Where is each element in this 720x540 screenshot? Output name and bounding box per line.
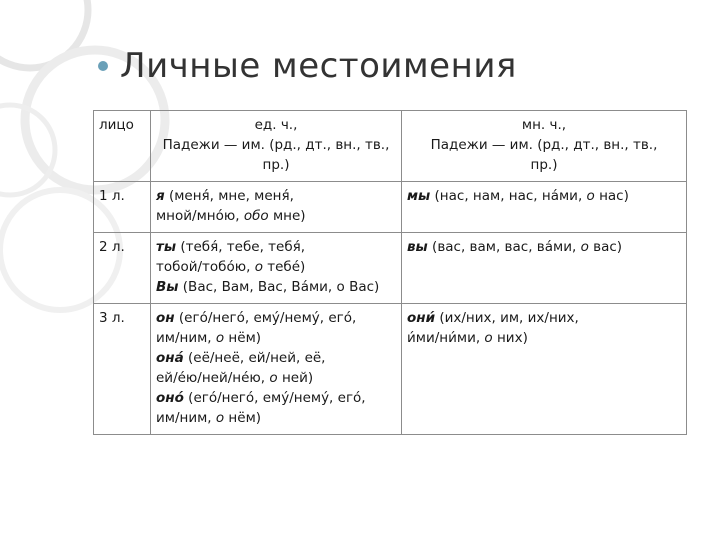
- pronoun-forms: о: [580, 239, 589, 255]
- table-row: [94, 304, 687, 435]
- pronoun-forms: (вас, вам, вас, ва́ми,: [427, 239, 581, 255]
- pronoun-forms: нём): [224, 330, 262, 346]
- pronoun-forms: и́ми/ни́ми,: [407, 330, 485, 346]
- pronouns-table: [93, 110, 687, 435]
- pronoun-forms: нём): [224, 410, 262, 426]
- plural-line: [407, 237, 681, 257]
- pronoun-forms: (тебя́, тебе, тебя́,: [176, 239, 306, 255]
- singular-line: [156, 388, 396, 408]
- pronoun-forms: им/ним,: [156, 410, 216, 426]
- header-person: лицо: [94, 111, 151, 182]
- header-singular: [151, 111, 402, 182]
- pronoun-forms: (меня́, мне, меня́,: [164, 188, 294, 204]
- plural-cell: [402, 233, 687, 304]
- plural-line: [407, 186, 681, 206]
- pronoun-forms: о: [586, 188, 595, 204]
- pronoun-forms: о: [215, 330, 225, 346]
- singular-line: [156, 368, 396, 388]
- header-singular-line: ед. ч.,: [254, 117, 298, 133]
- pronoun-forms: тебе́): [262, 259, 306, 275]
- pronoun-forms: о: [215, 410, 225, 426]
- header-plural: [402, 111, 687, 182]
- pronoun-forms: (Вас, Вам, Вас, Ва́ми, о Вас): [178, 279, 380, 295]
- person-cell: 1 л.: [94, 182, 151, 233]
- plural-cell: [402, 182, 687, 233]
- header-plural-line: пр.): [530, 157, 558, 173]
- plural-line: [407, 308, 681, 328]
- table-row: [94, 233, 687, 304]
- pronoun-forms: (её/неё, ей/ней, её,: [183, 350, 326, 366]
- pronoun-forms: (его́/него́, ему́/нему́, его́,: [174, 310, 357, 326]
- pronoun-word: ты: [156, 239, 177, 255]
- pronoun-word: оно́: [156, 390, 184, 406]
- singular-line: [156, 206, 396, 226]
- plural-line: [407, 328, 681, 348]
- singular-cell: [151, 182, 402, 233]
- pronoun-forms: (его́/него́, ему́/нему́, его́,: [183, 390, 366, 406]
- singular-line: [156, 308, 396, 328]
- header-plural-line: мн. ч.,: [521, 117, 567, 133]
- table-header-row: [94, 111, 687, 182]
- singular-line: [156, 257, 396, 277]
- singular-line: [156, 237, 396, 257]
- pronoun-forms: о: [269, 370, 278, 386]
- singular-cell: [151, 304, 402, 435]
- singular-line: [156, 186, 396, 206]
- pronoun-forms: мной/мно́ю,: [156, 208, 244, 224]
- pronoun-word: они́: [407, 310, 436, 326]
- plural-cell: [402, 304, 687, 435]
- pronoun-forms: им/ним,: [156, 330, 216, 346]
- pronoun-forms: (нас, нам, нас, на́ми,: [430, 188, 587, 204]
- person-cell: 2 л.: [94, 233, 151, 304]
- pronoun-forms: ней): [277, 370, 314, 386]
- pronoun-forms: вас): [588, 239, 623, 255]
- pronoun-forms: тобой/тобо́ю,: [156, 259, 255, 275]
- pronoun-word: мы: [407, 188, 431, 204]
- pronoun-forms: нас): [594, 188, 629, 204]
- pronoun-forms: ей/е́ю/ней/не́ю,: [156, 370, 270, 386]
- pronoun-forms: о: [254, 259, 263, 275]
- person-cell: 3 л.: [94, 304, 151, 435]
- pronoun-forms: них): [492, 330, 528, 346]
- pronoun-word: вы: [407, 239, 428, 255]
- pronoun-word: она́: [156, 350, 184, 366]
- singular-cell: [151, 233, 402, 304]
- singular-line: [156, 328, 396, 348]
- pronoun-word: он: [156, 310, 175, 326]
- header-plural-line: Падежи — им. (рд., дт., вн., тв.,: [430, 137, 658, 153]
- singular-line: [156, 408, 396, 428]
- page-title: Личные местоимения: [120, 46, 517, 86]
- pronoun-forms: мне): [268, 208, 306, 224]
- header-singular-line: пр.): [262, 157, 290, 173]
- header-singular-line: Падежи — им. (рд., дт., вн., тв.,: [162, 137, 390, 153]
- title-bullet-icon: [98, 61, 108, 71]
- pronoun-forms: обо: [243, 208, 269, 224]
- singular-line: [156, 277, 396, 297]
- pronoun-word: я: [156, 188, 165, 204]
- pronoun-word: Вы: [156, 279, 179, 295]
- singular-line: [156, 348, 396, 368]
- pronoun-forms: о: [484, 330, 493, 346]
- pronoun-forms: (их/них, им, их/них,: [435, 310, 579, 326]
- table-row: [94, 182, 687, 233]
